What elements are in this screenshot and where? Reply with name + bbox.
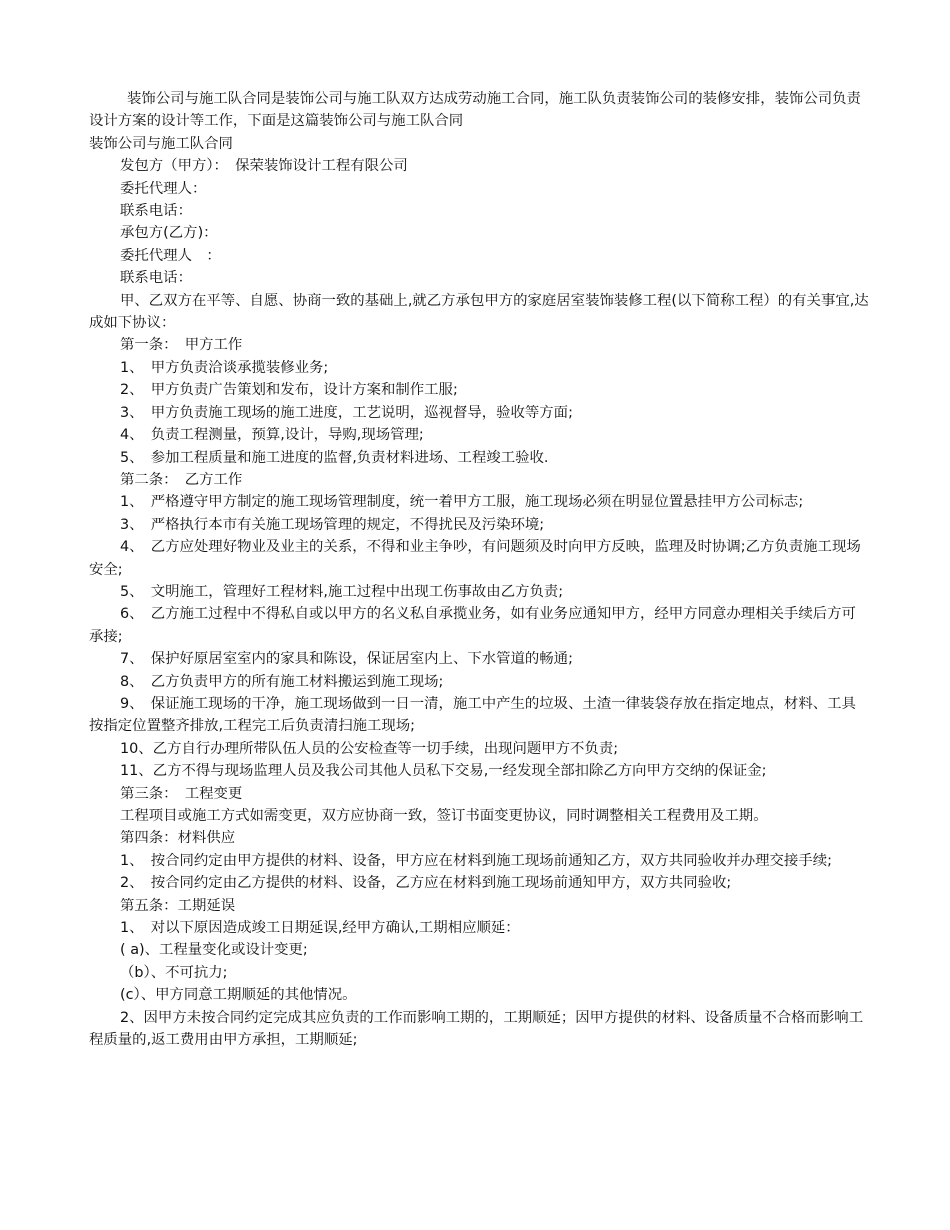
article-5-item: 2、因甲方未按合同约定完成其应负责的工作而影响工期的，工期顺延；因甲方提供的材料、设备质量不合格而影响工程质量的,返工费用由甲方承担，工期顺延; — [89, 1009, 864, 1049]
article-3-heading: 第三条： 工程变更 — [120, 785, 243, 802]
article-2-item: 9、 保证施工现场的干净，施工现场做到一日一清，施工中产生的垃圾、土渣一律装袋存放在指定地点，材料、工具按指定位置整齐排放,工程完工后负责清扫施工现场; — [89, 695, 856, 735]
article-5-subitem: (c）、甲方同意工期顺延的其他情况。 — [120, 987, 357, 1004]
article-5-subitem: （b）、不可抗力; — [120, 964, 228, 981]
article-1-heading: 第一条： 甲方工作 — [120, 337, 243, 354]
article-2-item: 4、 乙方应处理好物业及业主的关系，不得和业主争吵，有问题须及时向甲方反映，监理及时协调;乙方负责施工现场安全; — [89, 539, 861, 578]
party-b-agent-line: 委托代理人 ： — [120, 247, 221, 264]
article-1-item: 2、 甲方负责广告策划和发布，设计方案和制作工服; — [120, 382, 458, 399]
party-b-phone-line: 联系电话： — [120, 270, 192, 287]
agreement-preamble: 甲、乙双方在平等、自愿、协商一致的基础上,就乙方承包甲方的家庭居室装饰装修工程(以下简称工程）的有关事宜,达成如下协议： — [89, 292, 869, 332]
intro-paragraph: 装饰公司与施工队合同是装饰公司与施工队双方达成劳动施工合同，施工队负责装饰公司的装修安排，装饰公司负责设计方案的设计等工作，下面是这篇装饰公司与施工队合同 — [89, 91, 861, 130]
article-5-subitem: ( a)、工程量变化或设计变更; — [120, 942, 308, 959]
article-2-item: 7、 保护好原居室室内的家具和陈设，保证居室内上、下水管道的畅通; — [120, 651, 573, 668]
article-2-item: 3、 严格执行本市有关施工现场管理的规定，不得扰民及污染环境; — [120, 516, 545, 533]
party-a-agent-line: 委托代理人： — [120, 180, 207, 197]
article-1-item: 3、 甲方负责施工现场的施工进度，工艺说明，巡视督导，验收等方面; — [120, 404, 573, 421]
article-4-item: 1、 按合同约定由甲方提供的材料、设备，甲方应在材料到施工现场前通知乙方，双方共同验收并办理交接手续; — [120, 852, 832, 869]
article-1-item: 1、 甲方负责洽谈承揽装修业务; — [120, 359, 329, 376]
article-4-heading: 第四条：材料供应 — [120, 830, 236, 847]
party-a-phone-line: 联系电话： — [120, 203, 192, 220]
party-a-line: 发包方（甲方）： 保荣装饰设计工程有限公司 — [120, 158, 408, 175]
party-b-line: 承包方(乙方)： — [120, 225, 218, 242]
article-2-item: 8、 乙方负责甲方的所有施工材料搬运到施工现场; — [120, 673, 444, 690]
contract-title: 装饰公司与施工队合同 — [89, 135, 233, 152]
article-5-item: 1、 对以下原因造成竣工日期延误,经甲方确认,工期相应顺延： — [120, 920, 520, 937]
article-1-item: 4、 负责工程测量，预算,设计，导购,现场管理; — [120, 427, 424, 444]
article-1-item: 5、 参加工程质量和施工进度的监督,负责材料进场、工程竣工验收. — [120, 449, 549, 466]
article-4-item: 2、 按合同约定由乙方提供的材料、设备，乙方应在材料到施工现场前通知甲方，双方共同验收; — [120, 875, 732, 892]
article-2-heading: 第二条： 乙方工作 — [120, 471, 243, 488]
article-2-item: 5、 文明施工，管理好工程材料,施工过程中出现工伤事故由乙方负责; — [120, 583, 564, 600]
article-2-item: 11、乙方不得与现场监理人员及我公司其他人员私下交易,一经发现全部扣除乙方向甲方交纳的保证金; — [120, 763, 767, 780]
article-5-heading: 第五条：工期延误 — [120, 897, 236, 914]
article-2-item: 1、 严格遵守甲方制定的施工现场管理制度，统一着甲方工服，施工现场必须在明显位置悬挂甲方公司标志; — [120, 494, 804, 511]
article-2-item: 6、 乙方施工过程中不得私自或以甲方的名义私自承揽业务，如有业务应通知甲方，经甲方同意办理相关手续后方可承接; — [89, 606, 856, 645]
contract-document — [89, 88, 869, 1051]
article-2-item: 10、乙方自行办理所带队伍人员的公安检查等一切手续，出现问题甲方不负责; — [120, 740, 619, 757]
article-3-text: 工程项目或施工方式如需变更，双方应协商一致，签订书面变更协议，同时调整相关工程费用及工期。 — [120, 808, 768, 824]
